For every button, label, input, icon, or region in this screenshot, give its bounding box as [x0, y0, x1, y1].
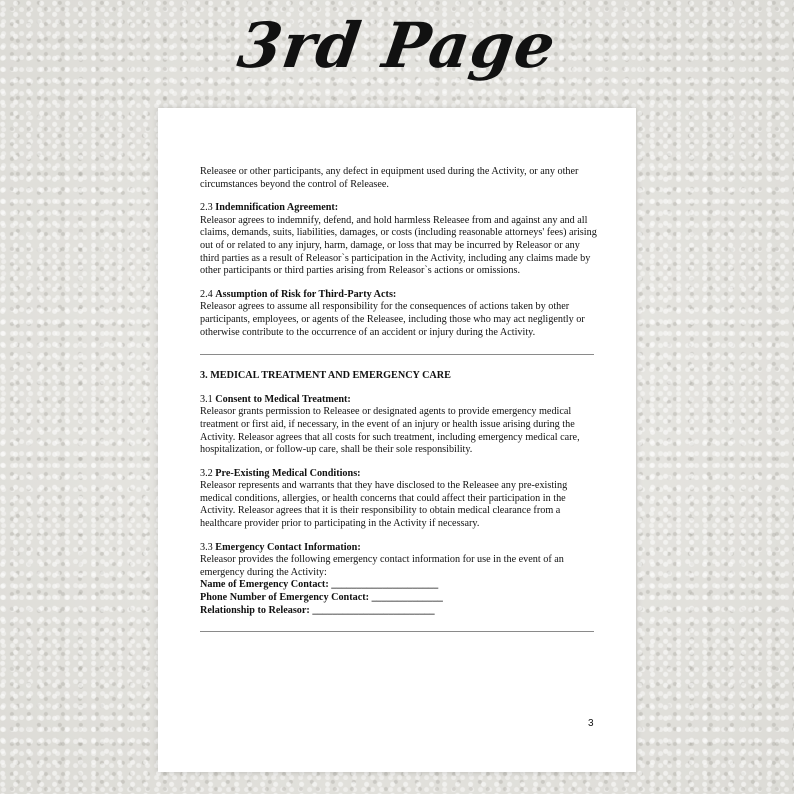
clause-heading: Consent to Medical Treatment: — [215, 393, 351, 405]
page-banner-title: 3rd Page — [233, 9, 561, 82]
clause-number: 3.1 — [200, 393, 213, 405]
emergency-contact-phone-field — [200, 592, 598, 605]
field-blank: _____________________ — [331, 579, 439, 591]
field-label: Name of Emergency Contact: — [200, 579, 329, 591]
page-number: 3 — [588, 718, 594, 729]
clause-heading: Assumption of Risk for Third-Party Acts: — [215, 288, 397, 300]
section-divider — [200, 354, 594, 355]
clause-2-3-title — [200, 202, 598, 215]
field-label: Relationship to Releasor: — [200, 604, 310, 616]
clause-2-4-title — [200, 289, 598, 302]
clause-number: 3.3 — [200, 541, 213, 553]
document-page — [158, 108, 636, 772]
clause-3-1-title — [200, 394, 598, 407]
clause-number: 2.3 — [200, 202, 213, 214]
intro-paragraph: Releasee or other participants, any defect in equipment used during the Activity, or any other circumstances beyond the control of Releasee. — [200, 166, 579, 190]
clause-3-2-title — [200, 468, 598, 481]
clause-2-3-body: Releasor agrees to indemnify, defend, and hold harmless Releasee from and against any and all claims, demands, suits, liabilities, damages, or costs (including reasonable attorneys' fees) arising out of or related to any injury, harm, damage, or loss that may be incurred by Releasor or any third parties as a result of Releasor`s participation in the Activity, including any claims made by other participants or third parties arising from Releasor`s actions or omissions. — [200, 214, 597, 277]
emergency-contact-name-field — [200, 579, 598, 592]
document-body — [200, 166, 598, 632]
clause-3-1-body: Releasor grants permission to Releasee or designated agents to provide emergency medical treatment or first aid, if necessary, in the event of an injury or health issue arising during the Activity. Releasor agrees that all costs for such treatment, including emergency medical care, hospitalization, or follow-up care, shall be their sole responsibility. — [200, 406, 580, 456]
field-blank: ______________ — [371, 592, 443, 604]
clause-heading: Emergency Contact Information: — [215, 541, 361, 553]
clause-heading: Pre-Existing Medical Conditions: — [215, 467, 361, 479]
bottom-divider — [200, 631, 594, 632]
clause-3-2-body: Releasor represents and warrants that they have disclosed to the Releasee any pre-existing medical conditions, allergies, or health concerns that could affect their participation in the Activity. Releasor agrees that it is their responsibility to obtain medical clearance from a healthcare provider prior to participating in the Activity if necessary. — [200, 480, 568, 530]
clause-3-3-body: Releasor provides the following emergency contact information for use in the event of an emergency during the Activity: — [200, 554, 564, 578]
clause-2-4-body: Releasor agrees to assume all responsibility for the consequences of actions taken by other participants, employees, or agents of the Releasee, including those who may act negligently or otherwise contribute to the occurrence of an accident or injury during the Activity. — [200, 301, 585, 338]
field-label: Phone Number of Emergency Contact: — [200, 592, 370, 604]
clause-number: 2.4 — [200, 288, 213, 300]
clause-heading: Indemnification Agreement: — [215, 202, 339, 214]
clause-3-3-title — [200, 542, 598, 555]
emergency-contact-relationship-field — [200, 605, 598, 618]
clause-number: 3.2 — [200, 467, 213, 479]
section-3-heading: 3. MEDICAL TREATMENT AND EMERGENCY CARE — [200, 370, 451, 382]
field-blank: ________________________ — [312, 604, 435, 616]
